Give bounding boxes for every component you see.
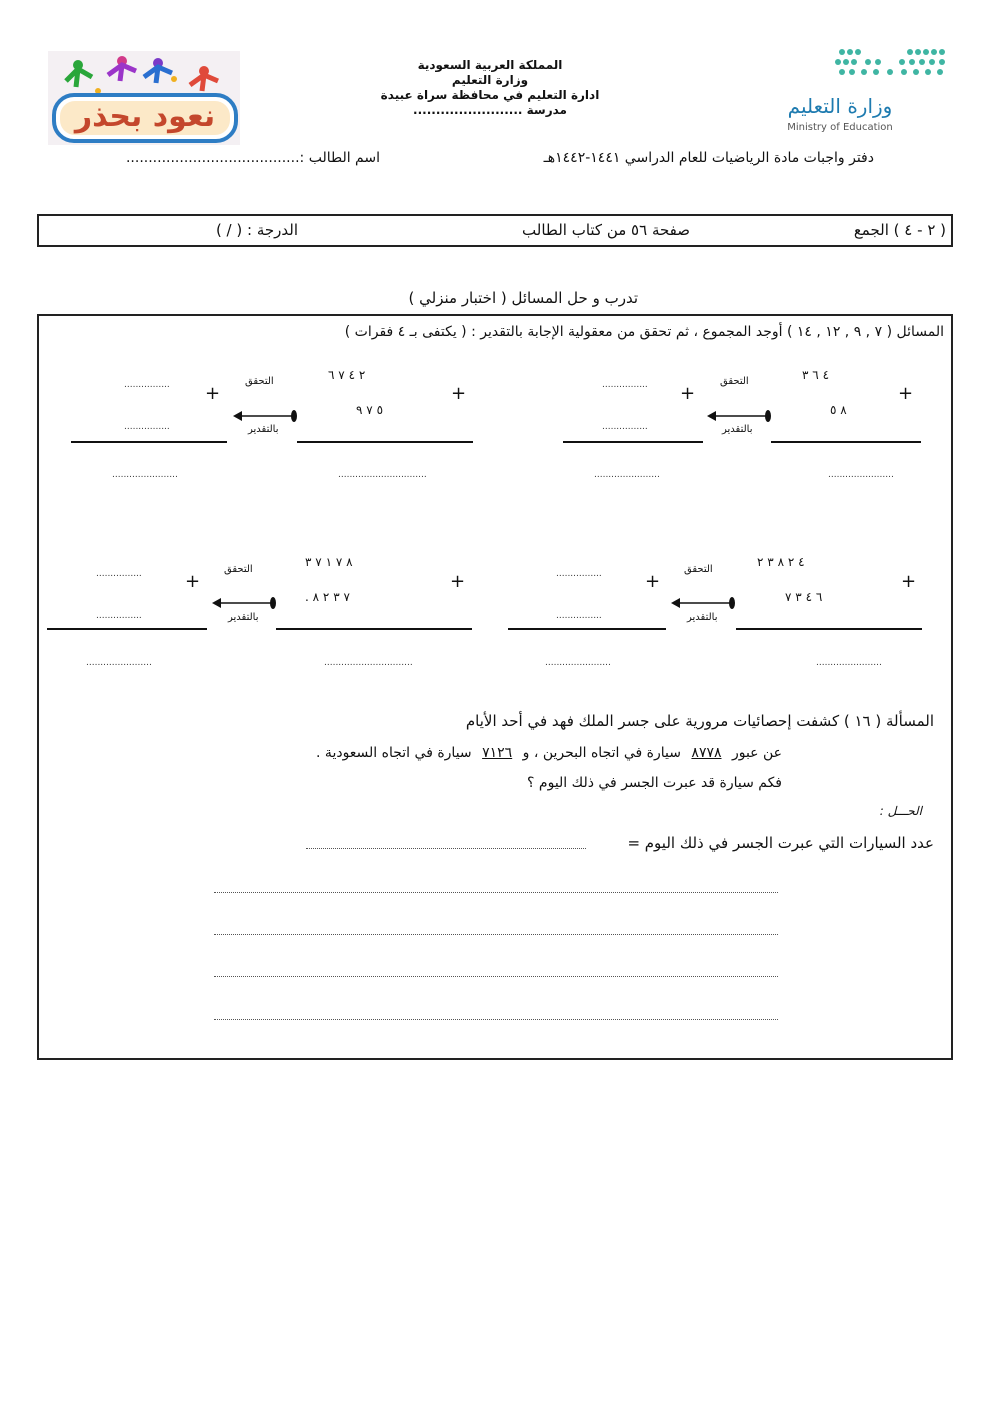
arrow-icon xyxy=(211,596,277,610)
estimate-line xyxy=(508,628,666,630)
estimate-line xyxy=(47,628,207,630)
addend-row-2: ٦ ٤ ٣ ٧ xyxy=(785,590,823,604)
exercises-box xyxy=(37,314,953,1060)
answer-dots[interactable]: ....................... xyxy=(816,658,882,668)
answer-dots[interactable]: ............................... xyxy=(338,470,427,480)
sum-line xyxy=(771,441,921,443)
word-problem-text: عن عبور xyxy=(731,745,782,761)
moe-logo xyxy=(760,44,960,140)
plus-sign: + xyxy=(450,571,466,592)
work-line[interactable] xyxy=(214,1019,778,1020)
answer-dots[interactable]: ............................... xyxy=(324,658,413,668)
addend-row-2: ٨ ٥ xyxy=(830,403,847,417)
work-line[interactable] xyxy=(214,934,778,935)
header-block xyxy=(380,58,600,118)
section-title: تدرب و حل المسائل ( اختبار منزلي ) xyxy=(408,289,638,307)
plus-sign: + xyxy=(185,571,201,592)
number-2: ٧١٢٦ xyxy=(482,745,513,761)
administration-name: ادارة التعليم في محافظة سراة عبيدة xyxy=(380,88,600,102)
student-name-field[interactable]: اسم الطالب :....................................... xyxy=(125,150,380,166)
addend-row-2: ٥ ٧ ٩ xyxy=(356,403,384,417)
addend-row-1: ٨ ٧ ١ ٧ ٣ xyxy=(305,555,353,569)
estimate-dots[interactable]: ................ xyxy=(602,422,648,432)
arrow-icon xyxy=(706,409,772,423)
plus-sign: + xyxy=(901,571,917,592)
estimate-answer-dots[interactable]: ....................... xyxy=(86,658,152,668)
work-line[interactable] xyxy=(214,892,778,893)
word-problem-title: المسألة ( ١٦ ) كشفت إحصائيات مرورية على جسر الملك فهد في أحد الأيام xyxy=(465,712,934,730)
estimate-answer-dots[interactable]: ....................... xyxy=(594,470,660,480)
work-line[interactable] xyxy=(214,976,778,977)
school-name: مدرسة ........................ xyxy=(413,103,567,117)
check-label: التحقق xyxy=(224,564,253,575)
check-label: التحقق xyxy=(684,564,713,575)
notebook-title: دفتر واجبات مادة الرياضيات للعام الدراسي ١٤٤١-١٤٤٢هـ xyxy=(543,150,874,166)
plus-sign: + xyxy=(645,571,661,592)
arrow-icon xyxy=(232,409,298,423)
plus-sign: + xyxy=(680,383,696,404)
estimate-dots[interactable]: ................ xyxy=(556,569,602,579)
moe-dots-icon xyxy=(760,44,960,94)
ministry-name: وزارة التعليم xyxy=(451,73,529,87)
moe-logo-en: Ministry of Education xyxy=(787,122,893,133)
grade-field[interactable]: الدرجة : ( / ) xyxy=(215,221,298,239)
plus-sign: + xyxy=(898,383,914,404)
solution-label: الحـــل : xyxy=(879,804,922,818)
answer-dots[interactable]: ....................... xyxy=(828,470,894,480)
campaign-logo-text: نعود بحذر xyxy=(74,99,216,134)
estimate-line xyxy=(563,441,703,443)
answer-dotted-line[interactable] xyxy=(306,848,586,849)
estimate-dots[interactable]: ................ xyxy=(602,380,648,390)
word-problem-question: فكم سيارة قد عبرت الجسر في ذلك اليوم ؟ xyxy=(527,775,782,791)
campaign-logo xyxy=(48,51,240,145)
estimate-dots[interactable]: ................ xyxy=(124,380,170,390)
kingdom-name: المملكة العربية السعودية xyxy=(417,58,563,72)
estimate-label: بالتقدير xyxy=(687,612,718,623)
moe-logo-text: وزارة التعليم xyxy=(787,94,893,118)
word-problem-text: سيارة في اتجاه البحرين ، و xyxy=(522,745,681,761)
answer-label: عدد السيارات التي عبرت الجسر في ذلك اليوم = xyxy=(627,834,934,852)
estimate-answer-dots[interactable]: ....................... xyxy=(112,470,178,480)
plus-sign: + xyxy=(451,383,467,404)
addend-row-1: ٤ ٢ ٨ ٣ ٢ xyxy=(757,555,805,569)
word-problem-text: سيارة في اتجاه السعودية . xyxy=(316,745,472,761)
estimate-dots[interactable]: ................ xyxy=(96,611,142,621)
lesson-number: ( ٢ - ٤ ) الجمع xyxy=(853,221,946,239)
sum-line xyxy=(276,628,472,630)
check-label: التحقق xyxy=(245,376,274,387)
lesson-bar xyxy=(37,214,953,247)
sum-line xyxy=(736,628,922,630)
addend-row-2: . ٧ ٣ ٢ ٨ xyxy=(305,590,350,604)
number-1: ٨٧٧٨ xyxy=(691,745,722,761)
estimate-label: بالتقدير xyxy=(248,424,279,435)
estimate-dots[interactable]: ................ xyxy=(124,422,170,432)
estimate-dots[interactable]: ................ xyxy=(556,611,602,621)
estimate-answer-dots[interactable]: ....................... xyxy=(545,658,611,668)
estimate-label: بالتقدير xyxy=(722,424,753,435)
sum-line xyxy=(297,441,473,443)
arrow-icon xyxy=(670,596,736,610)
addend-row-1: ٢ ٤ ٧ ٦ xyxy=(328,368,366,382)
estimate-dots[interactable]: ................ xyxy=(96,569,142,579)
estimate-line xyxy=(71,441,227,443)
addend-row-1: ٤ ٦ ٣ xyxy=(802,368,830,382)
word-problem-line xyxy=(316,745,782,761)
book-page: صفحة ٥٦ من كتاب الطالب xyxy=(522,221,690,239)
instructions: المسائل ( ٧ , ٩ , ١٢ , ١٤ ) أوجد المجموع ، ثم تحقق من معقولية الإجابة بالتقدير : ( يكتفى بـ ٤ فقرات ) xyxy=(344,324,944,340)
check-label: التحقق xyxy=(720,376,749,387)
plus-sign: + xyxy=(205,383,221,404)
estimate-label: بالتقدير xyxy=(228,612,259,623)
